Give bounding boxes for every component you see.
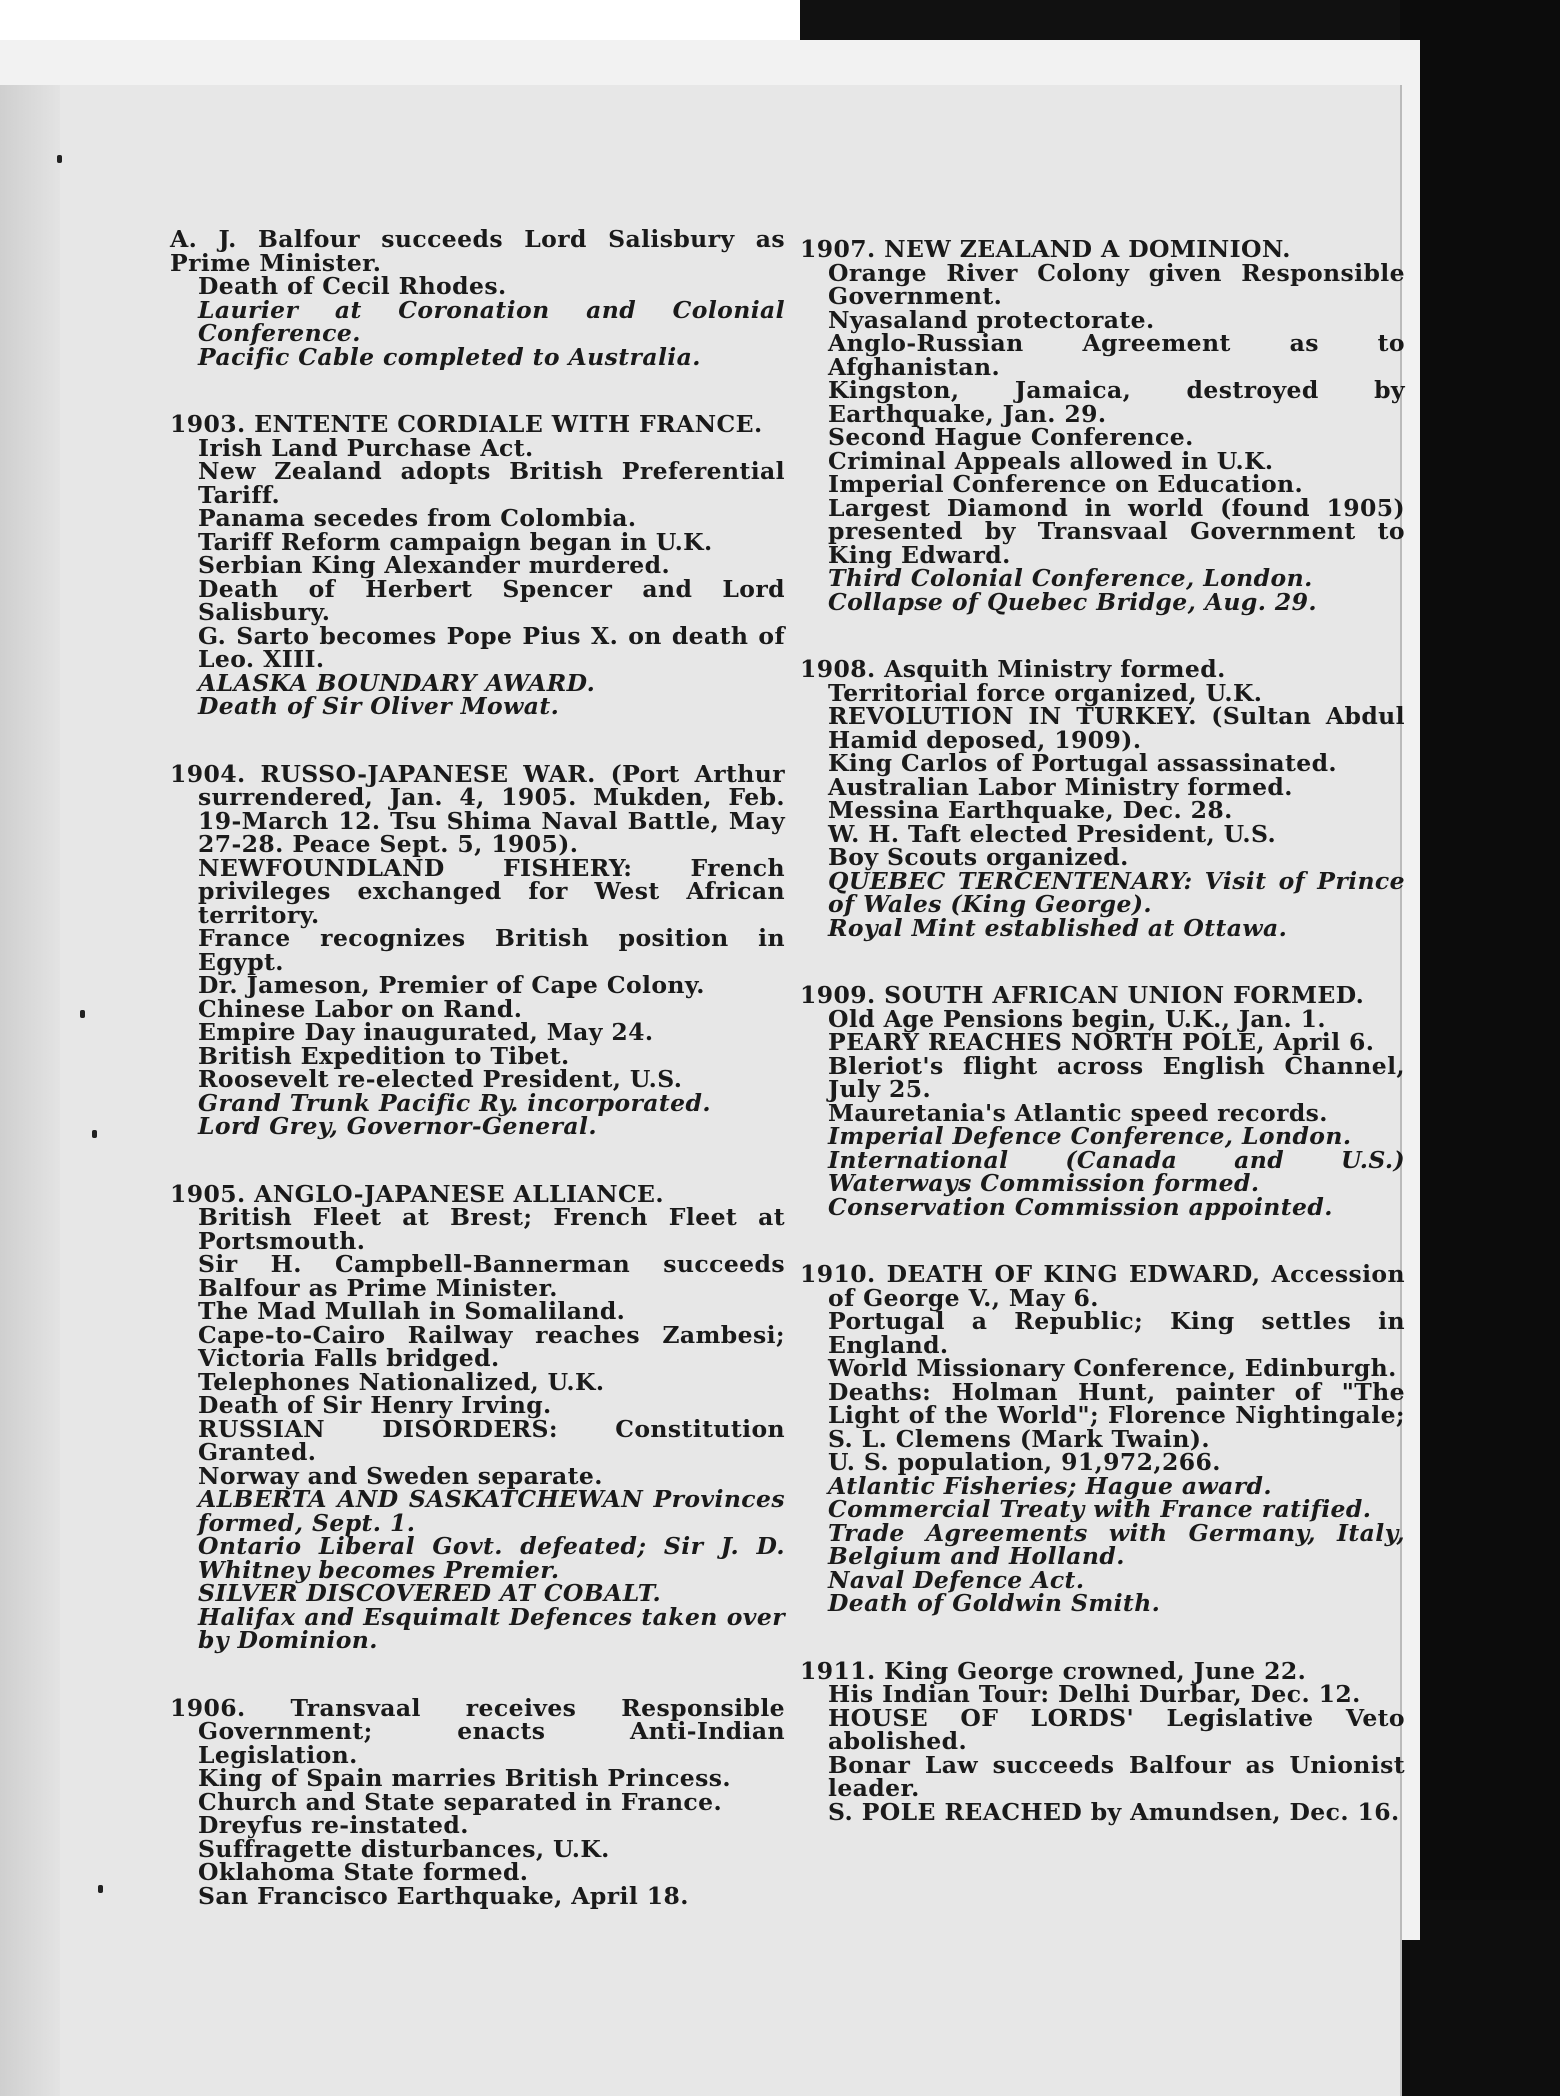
chronology-entry: [800, 1260, 1405, 1617]
entry-line: King of Spain marries British Princess.: [198, 1764, 732, 1792]
entry-line: SILVER DISCOVERED AT COBALT.: [198, 1579, 662, 1607]
margin-mark: [80, 1010, 85, 1018]
entry-line: Boy Scouts organized.: [828, 843, 1129, 871]
entry-line: Pacific Cable completed to Australia.: [198, 342, 701, 371]
entry-line: G. Sarto becomes Pope Pius X. on death of Leo. XIII.: [198, 621, 785, 673]
entry-line: Bonar Law succeeds Balfour as Unionist leader.: [828, 1750, 1405, 1802]
entry-line: France recognizes British position in Egypt.: [198, 924, 785, 976]
entry-line: Norway and Sweden separate.: [198, 1461, 603, 1490]
entry-heading: 1907. NEW ZEALAND A DOMINION.: [800, 235, 1291, 263]
entry-line: Commercial Treaty with France ratified.: [828, 1495, 1372, 1523]
entry-line: Portugal a Republic; King settles in England.: [828, 1307, 1405, 1359]
entry-line: Naval Defence Act.: [828, 1565, 1085, 1594]
entry-line: Irish Land Purchase Act.: [198, 433, 534, 462]
entry-line: Tariff Reform campaign began in U.K.: [198, 527, 713, 556]
entry-heading: 1905. ANGLO-JAPANESE ALLIANCE.: [170, 1179, 664, 1208]
entry-line: NEWFOUNDLAND FISHERY: French privileges exchanged for West African territory.: [198, 853, 785, 929]
entry-line: PEARY REACHES NORTH POLE, April 6.: [828, 1028, 1375, 1056]
entry-line: Dr. Jameson, Premier of Cape Colony.: [198, 971, 705, 999]
entry-line: The Mad Mullah in Somaliland.: [198, 1297, 626, 1325]
entry-line: Largest Diamond in world (found 1905) presented by Transvaal Government to King Edward.: [828, 493, 1405, 569]
entry-line: Death of Herbert Spencer and Lord Salisbury.: [198, 574, 785, 626]
entry-line: Roosevelt re-elected President, U.S.: [198, 1065, 683, 1093]
margin-mark: [98, 1885, 103, 1893]
entry-line: Criminal Appeals allowed in U.K.: [828, 446, 1274, 475]
entry-line: His Indian Tour: Delhi Durbar, Dec. 12.: [828, 1680, 1361, 1708]
entry-line: Nyasaland protectorate.: [828, 305, 1155, 334]
entry-line: Cape-to-Cairo Railway reaches Zambesi; Victoria Falls bridged.: [198, 1320, 785, 1372]
entry-line: Atlantic Fisheries; Hague award.: [828, 1471, 1272, 1500]
entry-line: ALBERTA AND SASKATCHEWAN Provinces formed, Sept. 1.: [198, 1485, 785, 1537]
entry-line: Sir H. Campbell-Bannerman succeeds Balfour as Prime Minister.: [198, 1250, 785, 1302]
entry-heading: 1908. Asquith Ministry formed.: [800, 655, 1226, 683]
entry-line: Royal Mint established at Ottawa.: [828, 913, 1288, 942]
background-right: [1400, 0, 1560, 2096]
entry-line: San Francisco Earthquake, April 18.: [198, 1881, 689, 1910]
chronology-entry: [170, 759, 785, 1140]
entry-line: Church and State separated in France.: [198, 1787, 723, 1816]
entry-line: HOUSE OF LORDS' Legislative Veto abolished.: [828, 1703, 1405, 1755]
entry-line: New Zealand adopts British Preferential Tariff.: [198, 457, 785, 509]
entry-line: S. POLE REACHED by Amundsen, Dec. 16.: [828, 1797, 1400, 1826]
entry-line: Lord Grey, Governor-General.: [198, 1112, 597, 1140]
entry-line: Imperial Defence Conference, London.: [828, 1122, 1352, 1150]
entry-line: Telephones Nationalized, U.K.: [198, 1367, 605, 1396]
entry-line: U. S. population, 91,972,266.: [828, 1448, 1221, 1476]
page-binding-edge: [0, 85, 60, 2096]
entry-heading: 1909. SOUTH AFRICAN UNION FORMED.: [800, 981, 1365, 1009]
entry-line: Oklahoma State formed.: [198, 1858, 529, 1886]
entry-line: QUEBEC TERCENTENARY: Visit of Prince of Wales (King George).: [828, 866, 1405, 918]
chronology-entry: [170, 1693, 785, 1910]
entry-line: Dreyfus re-instated.: [198, 1811, 469, 1839]
entry-line: RUSSIAN DISORDERS: Constitution Granted.: [198, 1414, 785, 1466]
entry-line: World Missionary Conference, Edinburgh.: [828, 1354, 1397, 1382]
entry-line: Third Colonial Conference, London.: [828, 564, 1313, 592]
entry-heading: 1910. DEATH OF KING EDWARD, Accession of George V., May 6.: [800, 1260, 1405, 1312]
entry-line: Bleriot's flight across English Channel, July 25.: [828, 1051, 1405, 1103]
entry-line: Death of Sir Oliver Mowat.: [198, 692, 560, 720]
entry-heading: 1911. King George crowned, June 22.: [800, 1656, 1307, 1685]
left-column: [170, 225, 785, 1952]
entry-line: British Fleet at Brest; French Fleet at Portsmouth.: [198, 1203, 785, 1255]
entry-heading: 1904. RUSSO-JAPANESE WAR. (Port Arthur surrendered, Jan. 4, 1905. Mukden, Feb. 19-March 12. Tsu Shima Naval Battle, May 27-28. Peace Sept. 5, 1905).: [170, 759, 785, 858]
chronology-entry: [800, 981, 1405, 1221]
entry-line: Chinese Labor on Rand.: [198, 994, 523, 1023]
entry-line: Death of Goldwin Smith.: [828, 1589, 1161, 1617]
entry-line: Laurier at Coronation and Colonial Conference.: [198, 295, 785, 347]
entry-line: Serbian King Alexander murdered.: [198, 551, 671, 579]
margin-mark: [92, 1130, 97, 1138]
entry-line: W. H. Taft elected President, U.S.: [828, 819, 1277, 848]
chronology-entry: [800, 655, 1405, 942]
entry-line: Panama secedes from Colombia.: [198, 504, 637, 532]
chronology-entry: [800, 1656, 1405, 1826]
entry-line: Trade Agreements with Germany, Italy, Belgium and Holland.: [828, 1518, 1405, 1570]
entry-line: King Carlos of Portugal assassinated.: [828, 749, 1337, 777]
right-column: [800, 235, 1405, 1868]
margin-mark: [57, 155, 62, 163]
entry-line: Conservation Commission appointed.: [828, 1192, 1333, 1221]
entry-line: Orange River Colony given Responsible Government.: [828, 258, 1405, 310]
entry-line: Imperial Conference on Education.: [828, 470, 1304, 498]
entry-line: REVOLUTION IN TURKEY. (Sultan Abdul Hamid deposed, 1909).: [828, 702, 1405, 754]
entry-line: Grand Trunk Pacific Ry. incorporated.: [198, 1088, 711, 1117]
entry-line: Old Age Pensions begin, U.K., Jan. 1.: [828, 1004, 1327, 1033]
entry-line: Messina Earthquake, Dec. 28.: [828, 796, 1233, 824]
entry-line: British Expedition to Tibet.: [198, 1041, 570, 1070]
entry-line: Deaths: Holman Hunt, painter of "The Light of the World"; Florence Nightingale; S. L. Clemens (Mark Twain).: [828, 1377, 1405, 1453]
entry-heading: 1903. ENTENTE CORDIALE WITH FRANCE.: [170, 410, 763, 438]
entry-line: Mauretania's Atlantic speed records.: [828, 1098, 1328, 1127]
entry-line: Halifax and Esquimalt Defences taken over by Dominion.: [198, 1602, 785, 1654]
entry-line: Suffragette disturbances, U.K.: [198, 1834, 610, 1863]
chronology-entry: [170, 410, 785, 720]
entry-line: International (Canada and U.S.) Waterways Commission formed.: [828, 1145, 1405, 1197]
entry-line: Anglo-Russian Agreement as to Afghanistan.: [828, 329, 1405, 381]
entry-line: Second Hague Conference.: [828, 423, 1194, 451]
chronology-entry: [170, 1179, 785, 1654]
entry-line: Kingston, Jamaica, destroyed by Earthquake, Jan. 29.: [828, 376, 1405, 428]
entry-line: Territorial force organized, U.K.: [828, 678, 1263, 707]
chronology-entry: [170, 225, 785, 371]
entry-line: Death of Cecil Rhodes.: [198, 272, 507, 300]
entry-line: Ontario Liberal Govt. defeated; Sir J. D. Whitney becomes Premier.: [198, 1532, 785, 1584]
entry-line: Empire Day inaugurated, May 24.: [198, 1018, 654, 1046]
entry-heading: 1906. Transvaal receives Responsible Government; enacts Anti-Indian Legislation.: [170, 1693, 785, 1769]
entry-line: Collapse of Quebec Bridge, Aug. 29.: [828, 587, 1317, 616]
chronology-entry: [800, 235, 1405, 616]
entry-line: ALASKA BOUNDARY AWARD.: [198, 668, 596, 697]
entry-line: Death of Sir Henry Irving.: [198, 1391, 552, 1419]
entry-line: Australian Labor Ministry formed.: [828, 772, 1293, 801]
entry-line: A. J. Balfour succeeds Lord Salisbury as Prime Minister.: [170, 225, 785, 277]
